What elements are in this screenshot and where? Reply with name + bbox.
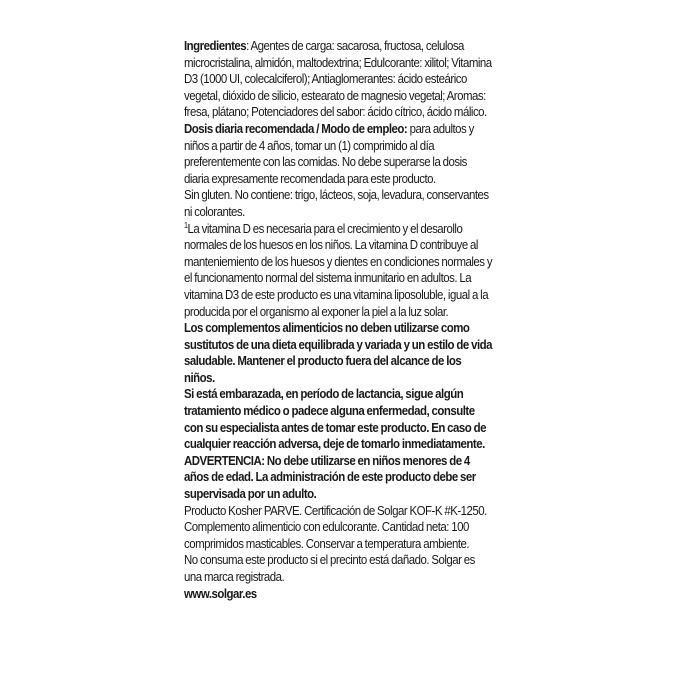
kosher-certification: Producto Kosher PARVE. Certificación de Solgar KOF-K #K-1250. [184, 503, 487, 518]
product-info: Complemento alimenticio con edulcorante. Cantidad neta: 100 comprimidos masticables. Conservar a temperatura ambiente. [184, 520, 470, 551]
allergens-paragraph: Sin gluten. No contiene: trigo, lácteos, soja, levadura, conservantes ni colorantes. [184, 188, 489, 219]
pregnancy-warning: Si está embarazada, en período de lactancia, sigue algún tratamiento médico o padece alguna enfermedad, consulte con su especialista antes de tomar este producto. En caso de cualquier reacción adversa, deje de tomarlo inmediatamente. [184, 387, 486, 452]
vitamin-note-paragraph [184, 221, 493, 321]
product-label-text [184, 38, 493, 602]
ingredients-heading: Ingredientes [184, 39, 247, 53]
advertencia-warning: ADVERTENCIA: No debe utilizarse en niños menores de 4 años de edad. La administración de este producto debe ser supervisada por un adulto. [184, 453, 476, 502]
ingredients-text: : Agentes de carga: sacarosa, fructosa, celulosa microcristalina, almidón, maltodextrina; Edulcorante: xilitol; Vitamina D3 (1000 UI, colecalciferol); Antiaglomerantes: ácido esteárico vegetal, dióxido de silicio, estearato de magnesio vegetal; Aromas: fresa, plátano; Potenciadores del sabor: ácido cítrico, ácido málico. [184, 39, 492, 120]
supplements-warning: Los complementos alimenticios no deben utilizarse como sustitutos de una dieta equilibrada y variada y un estilo de vida saludable. Mantener el producto fuera del alcance de los niños. [184, 321, 493, 385]
vitamin-note-text: La vitamina D es necesaria para el crecimiento y el desarollo normales de los huesos en los niños. La vitamina D contribuye al manteniemiento de los huesos y dientes en condiciones normales y el funcionamento normal del sistema inmunitario en adultos. La vitamina D3 de este producto es una vitamina liposoluble, igual a la producida por el organismo al exponer la piel a la luz solar. [184, 221, 493, 319]
dosage-paragraph [184, 121, 493, 187]
dosage-text: para adultos y niños a partir de 4 años, tomar un (1) comprimido al día preferentemente con las comidas. No debe superarse la dosis diaria expresamente recomendada para este producto. [184, 121, 474, 186]
website-link[interactable]: www.solgar.es [184, 586, 257, 601]
dosage-heading: Dosis diaria recomendada / Modo de empleo: [184, 121, 408, 136]
ingredients-paragraph [184, 38, 493, 121]
footnote-marker: 1 [184, 220, 188, 230]
seal-note: No consuma este producto si el precinto está dañado. Solgar es una marca registrada. [184, 553, 475, 584]
